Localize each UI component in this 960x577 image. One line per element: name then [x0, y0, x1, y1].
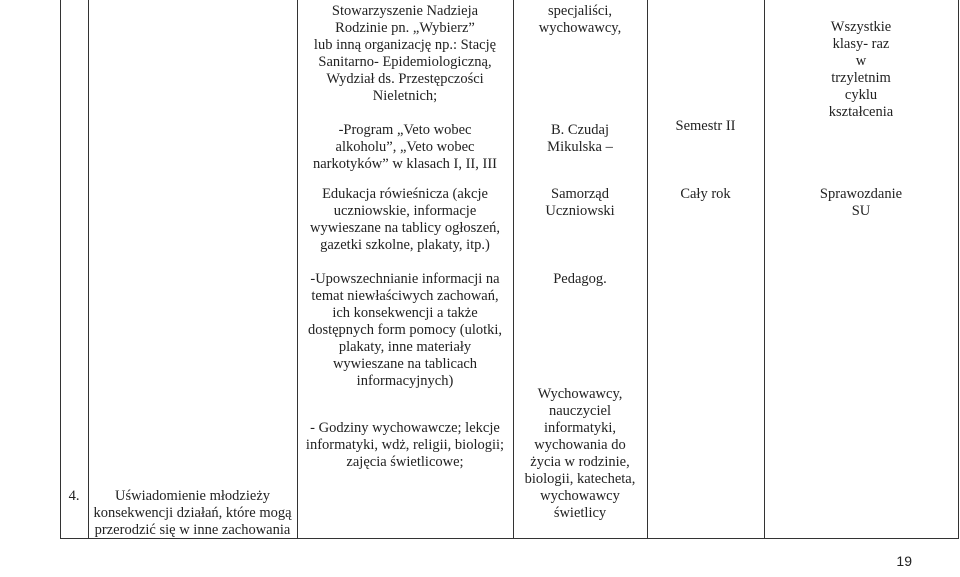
page-number: 19	[896, 553, 912, 569]
cell-text-line: Uświadomienie młodzieży	[114, 488, 271, 504]
cell-text-line: wychowania do	[534, 437, 626, 453]
row3-responsible-cell-b	[513, 386, 647, 522]
cell-text-line: przerodzić się w inne zachowania	[94, 522, 291, 538]
row3-activities-cell-a	[297, 271, 513, 390]
cell-text-line: wychowawcy	[540, 488, 620, 504]
cell-text-line: Samorząd	[551, 186, 609, 202]
cell-text-line: świetlicy	[553, 505, 607, 521]
table-border-right	[958, 0, 959, 539]
cell-text-line: wychowawcy,	[538, 20, 622, 36]
cell-text-line: ich konsekwencji a także	[332, 305, 478, 321]
cell-text-line: Mikulska –	[547, 139, 613, 155]
cell-text-line	[513, 88, 647, 105]
cell-text-line: nauczyciel	[549, 403, 611, 419]
cell-text-line: życia w rodzinie,	[530, 454, 630, 470]
cell-text-line	[513, 71, 647, 88]
cell-text-line: Edukacja rówieśnicza (akcje	[322, 186, 488, 202]
table-border-left	[60, 0, 61, 539]
cell-text-line: narkotyków” w klasach I, II, III	[313, 156, 497, 172]
cell-text-line: specjaliści,	[547, 3, 613, 19]
cell-text-line: trzyletnim	[831, 70, 891, 86]
row1-responsible-cell	[513, 3, 647, 156]
row3-activities-cell-b	[297, 420, 513, 471]
cell-text-line: Cały rok	[680, 186, 731, 202]
cell-text-line: cyklu	[844, 87, 878, 103]
cell-text-line: alkoholu”, „Veto wobec	[335, 139, 475, 155]
cell-text-line: Pedagog.	[553, 271, 607, 287]
cell-text-line: temat niewłaściwych zachowań,	[311, 288, 499, 304]
cell-text-line	[513, 54, 647, 71]
cell-text-line: wywieszane na tablicy ogłoszeń,	[309, 220, 501, 236]
cell-text-line: Semestr II	[675, 118, 736, 134]
cell-text-line: biologii, katecheta,	[524, 471, 636, 487]
cell-text-line: informatyki, wdż, religii, biologii;	[305, 437, 505, 453]
cell-text-line: -Upowszechnianie informacji na	[310, 271, 500, 287]
row1-scope-cell	[764, 19, 958, 121]
row2-evaluation-cell	[764, 186, 958, 220]
cell-text-line: SU	[851, 203, 871, 219]
cell-text-line: gazetki szkolne, plakaty, itp.)	[320, 237, 490, 253]
row1-organizations-cell	[297, 3, 513, 173]
cell-text-line: Wydział ds. Przestępczości	[326, 71, 484, 87]
cell-text-line: informatyki,	[543, 420, 617, 436]
row3-task-cell	[88, 488, 297, 539]
cell-text-line: kształcenia	[828, 104, 894, 120]
cell-text-line: Uczniowski	[545, 203, 615, 219]
row3-responsible-cell-a	[513, 271, 647, 288]
cell-text-line: Sprawozdanie	[819, 186, 903, 202]
cell-text-line: B. Czudaj	[551, 122, 609, 138]
cell-text-line: Wychowawcy,	[537, 386, 623, 402]
cell-text-line: Wszystkie	[830, 19, 892, 35]
row2-responsible-cell	[513, 186, 647, 220]
table-border-col1	[88, 0, 89, 539]
row2-peer-education-cell	[297, 186, 513, 254]
cell-text-line: Rodzinie pn. „Wybierz”	[335, 20, 475, 36]
cell-text-line: -Program „Veto wobec	[338, 122, 472, 138]
cell-text-line: 4.	[68, 488, 80, 504]
row3-number-cell	[60, 488, 88, 505]
cell-text-line: uczniowskie, informacje	[333, 203, 477, 219]
cell-text-line: Stowarzyszenie Nadzieja	[331, 3, 479, 19]
cell-text-line: dostępnych form pomocy (ulotki,	[307, 322, 503, 338]
cell-text-line: w	[855, 53, 867, 69]
cell-text-line: klasy- raz	[832, 36, 890, 52]
cell-text-line: plakaty, inne materiały	[338, 339, 472, 355]
cell-text-line: Sanitarno- Epidemiologiczną,	[318, 54, 492, 70]
cell-text-line: zajęcia świetlicowe;	[346, 454, 464, 470]
cell-text-line: informacyjnych)	[356, 373, 454, 389]
row1-term-cell	[647, 118, 764, 135]
cell-text-line	[297, 105, 513, 122]
cell-text-line	[513, 37, 647, 54]
cell-text-line: - Godziny wychowawcze; lekcje	[310, 420, 500, 436]
row2-term-cell	[647, 186, 764, 203]
cell-text-line: konsekwencji działań, które mogą	[93, 505, 292, 521]
cell-text-line: wywieszane na tablicach	[332, 356, 478, 372]
cell-text-line	[513, 105, 647, 122]
cell-text-line: lub inną organizację np.: Stację	[313, 37, 497, 53]
table-border-col4	[647, 0, 648, 539]
cell-text-line: Nieletnich;	[372, 88, 438, 104]
